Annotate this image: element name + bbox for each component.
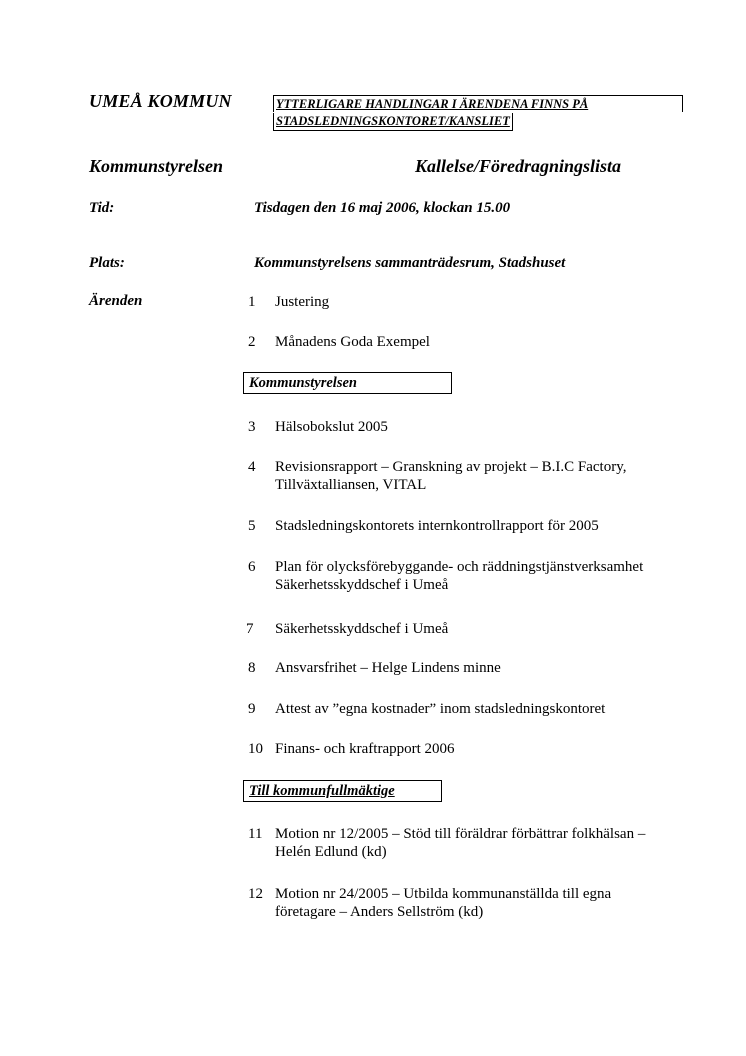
document-type: Kallelse/Föredragningslista <box>415 156 622 176</box>
agenda-item-number: 5 <box>248 518 256 534</box>
agenda-item-number: 9 <box>248 701 256 717</box>
agenda-item-text: Säkerhetsskyddschef i Umeå <box>275 621 449 637</box>
organization-name: UMEÅ KOMMUN <box>89 91 232 111</box>
agenda-item-text: Månadens Goda Exempel <box>275 334 430 350</box>
section-heading-till-kommunfullmaktige <box>243 780 442 802</box>
section-title: Till kommunfullmäktige <box>249 783 395 799</box>
agenda-item-text: Revisionsrapport – Granskning av projekt – B.I.C Factory, Tillväxtalliansen, VITAL <box>275 459 627 493</box>
agenda-item-text: Stadsledningskontorets internkontrollrapport för 2005 <box>275 518 599 534</box>
agenda-item-text: Attest av ”egna kostnader” inom stadsledningskontoret <box>275 701 606 717</box>
agenda-item-number: 10 <box>248 741 263 757</box>
agenda-label: Ärenden <box>89 293 143 309</box>
notice-line-2: STADSLEDNINGSKONTORET/KANSLIET <box>273 113 513 131</box>
place-value: Kommunstyrelsens sammanträdesrum, Stadshuset <box>254 255 566 271</box>
notice-line-1: YTTERLIGARE HANDLINGAR I ÄRENDENA FINNS PÅ <box>273 95 683 112</box>
section-title: Kommunstyrelsen <box>249 375 357 391</box>
additional-documents-notice <box>273 95 683 131</box>
agenda-item-text: Ansvarsfrihet – Helge Lindens minne <box>275 660 501 676</box>
agenda-item-text: Motion nr 12/2005 – Stöd till föräldrar förbättrar folkhälsan – Helén Edlund (kd) <box>275 826 646 860</box>
agenda-item-text: Hälsobokslut 2005 <box>275 419 388 435</box>
agenda-item-number: 12 <box>248 886 263 902</box>
agenda-item-text: Justering <box>275 294 330 310</box>
board-name: Kommunstyrelsen <box>89 156 224 176</box>
agenda-item-number: 1 <box>248 294 256 310</box>
agenda-item-number: 8 <box>248 660 256 676</box>
time-value: Tisdagen den 16 maj 2006, klockan 15.00 <box>254 200 511 216</box>
time-label: Tid: <box>89 200 115 216</box>
section-heading-kommunstyrelsen <box>243 372 452 394</box>
agenda-item-text: Motion nr 24/2005 – Utbilda kommunanställda till egna företagare – Anders Sellström (kd) <box>275 886 612 920</box>
place-label: Plats: <box>89 255 125 271</box>
agenda-item-text: Plan för olycksförebyggande- och räddningstjänstverksamhet Säkerhetsskyddschef i Umeå <box>275 559 644 593</box>
agenda-item-number: 11 <box>248 826 263 842</box>
agenda-item-number: 3 <box>248 419 256 435</box>
agenda-item-text: Finans- och kraftrapport 2006 <box>275 741 455 757</box>
agenda-item-number: 7 <box>246 621 254 637</box>
agenda-item-number: 6 <box>248 559 256 575</box>
agenda-item-number: 4 <box>248 459 256 475</box>
agenda-item-number: 2 <box>248 334 256 350</box>
